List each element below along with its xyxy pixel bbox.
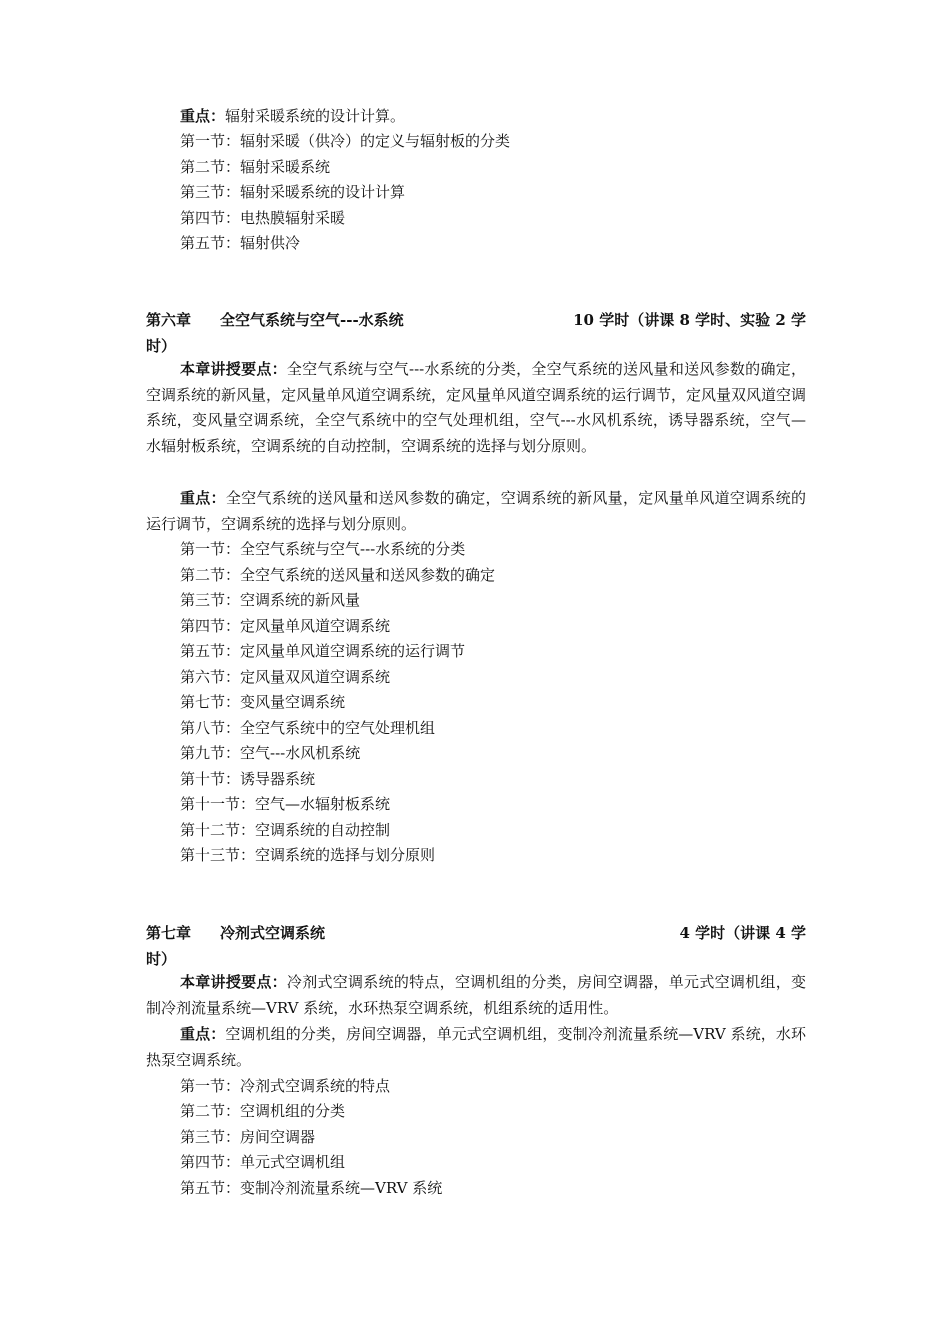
key-label: 重点： — [180, 107, 226, 125]
key-label: 重点： — [180, 1025, 226, 1043]
ch7-section-3: 第三节：房间空调器 — [180, 1128, 316, 1146]
ch6-section-2: 第二节：全空气系统的送风量和送风参数的确定 — [180, 566, 496, 584]
ch7-section-5: 第五节：变制冷剂流量系统—VRV 系统 — [180, 1179, 443, 1197]
top-key-points — [180, 106, 405, 126]
ch6-section-12: 第十二节：空调系统的自动控制 — [180, 821, 391, 839]
chapter-7-hours: 4 学时（讲课 4 学 — [679, 924, 806, 942]
chapter-6-heading — [146, 307, 806, 359]
chapter-6-title: 全空气系统与空气---水系统 — [220, 311, 404, 329]
chapter-6-hours: 10 学时（讲课 8 学时、实验 2 学 — [573, 311, 806, 329]
ch7-section-4: 第四节：单元式空调机组 — [180, 1153, 346, 1171]
points-text: 冷剂式空调系统的特点，空调机组的分类，房间空调器，单元式空调机组，变制冷剂流量系统—VRV 系统，水环热泵空调系统，机组系统的适用性。 — [146, 973, 806, 1017]
chapter-7-teaching-points — [146, 970, 806, 1021]
key-text: 全空气系统的送风量和送风参数的确定，空调系统的新风量，定风量单风道空调系统的运行调节，空调系统的选择与划分原则。 — [146, 489, 806, 533]
chapter-7-title: 冷剂式空调系统 — [220, 924, 326, 942]
ch6-section-3: 第三节：空调系统的新风量 — [180, 591, 361, 609]
ch6-section-1: 第一节：全空气系统与空气---水系统的分类 — [180, 540, 466, 558]
ch6-section-6: 第六节：定风量双风道空调系统 — [180, 668, 391, 686]
ch6-section-13: 第十三节：空调系统的选择与划分原则 — [180, 846, 436, 864]
chapter-7-heading — [146, 920, 806, 972]
ch6-section-5: 第五节：定风量单风道空调系统的运行调节 — [180, 642, 466, 660]
ch7-section-1: 第一节：冷剂式空调系统的特点 — [180, 1077, 391, 1095]
ch6-section-11: 第十一节：空气—水辐射板系统 — [180, 795, 391, 813]
key-label: 重点： — [180, 489, 226, 507]
chapter-6-number: 第六章 — [146, 311, 192, 329]
top-section-3: 第三节：辐射采暖系统的设计计算 — [180, 183, 406, 201]
ch6-section-8: 第八节：全空气系统中的空气处理机组 — [180, 719, 436, 737]
chapter-7-key-points — [146, 1022, 806, 1073]
top-section-5: 第五节：辐射供冷 — [180, 234, 301, 252]
chapter-7-number: 第七章 — [146, 924, 192, 942]
top-section-1: 第一节：辐射采暖（供冷）的定义与辐射板的分类 — [180, 132, 511, 150]
ch6-section-10: 第十节：诱导器系统 — [180, 770, 316, 788]
top-section-4: 第四节：电热膜辐射采暖 — [180, 209, 346, 227]
ch6-section-9: 第九节：空气---水风机系统 — [180, 744, 361, 762]
chapter-6-key-points — [146, 486, 806, 537]
ch6-section-7: 第七节：变风量空调系统 — [180, 693, 346, 711]
points-text: 全空气系统与空气---水系统的分类，全空气系统的送风量和送风参数的确定，空调系统的新风量，定风量单风道空调系统，定风量单风道空调系统的运行调节，定风量双风道空调系统，变风量空调系统，全空气系统中的空气处理机组，空气---水风机系统，诱导器系统，空气—水辐射板系统，空调系统的自动控制，空调系统的选择与划分原则。 — [146, 360, 807, 455]
key-text: 空调机组的分类，房间空调器，单元式空调机组，变制冷剂流量系统—VRV 系统，水环热泵空调系统。 — [146, 1025, 806, 1069]
ch6-section-4: 第四节：定风量单风道空调系统 — [180, 617, 391, 635]
top-section-2: 第二节：辐射采暖系统 — [180, 158, 331, 176]
chapter-7-hours-tail: 时） — [146, 950, 177, 968]
key-text: 辐射采暖系统的设计计算。 — [225, 107, 406, 125]
chapter-6-teaching-points — [146, 357, 806, 459]
chapter-6-hours-tail: 时） — [146, 337, 177, 355]
points-label: 本章讲授要点： — [180, 973, 287, 991]
points-label: 本章讲授要点： — [180, 360, 287, 378]
ch7-section-2: 第二节：空调机组的分类 — [180, 1102, 346, 1120]
